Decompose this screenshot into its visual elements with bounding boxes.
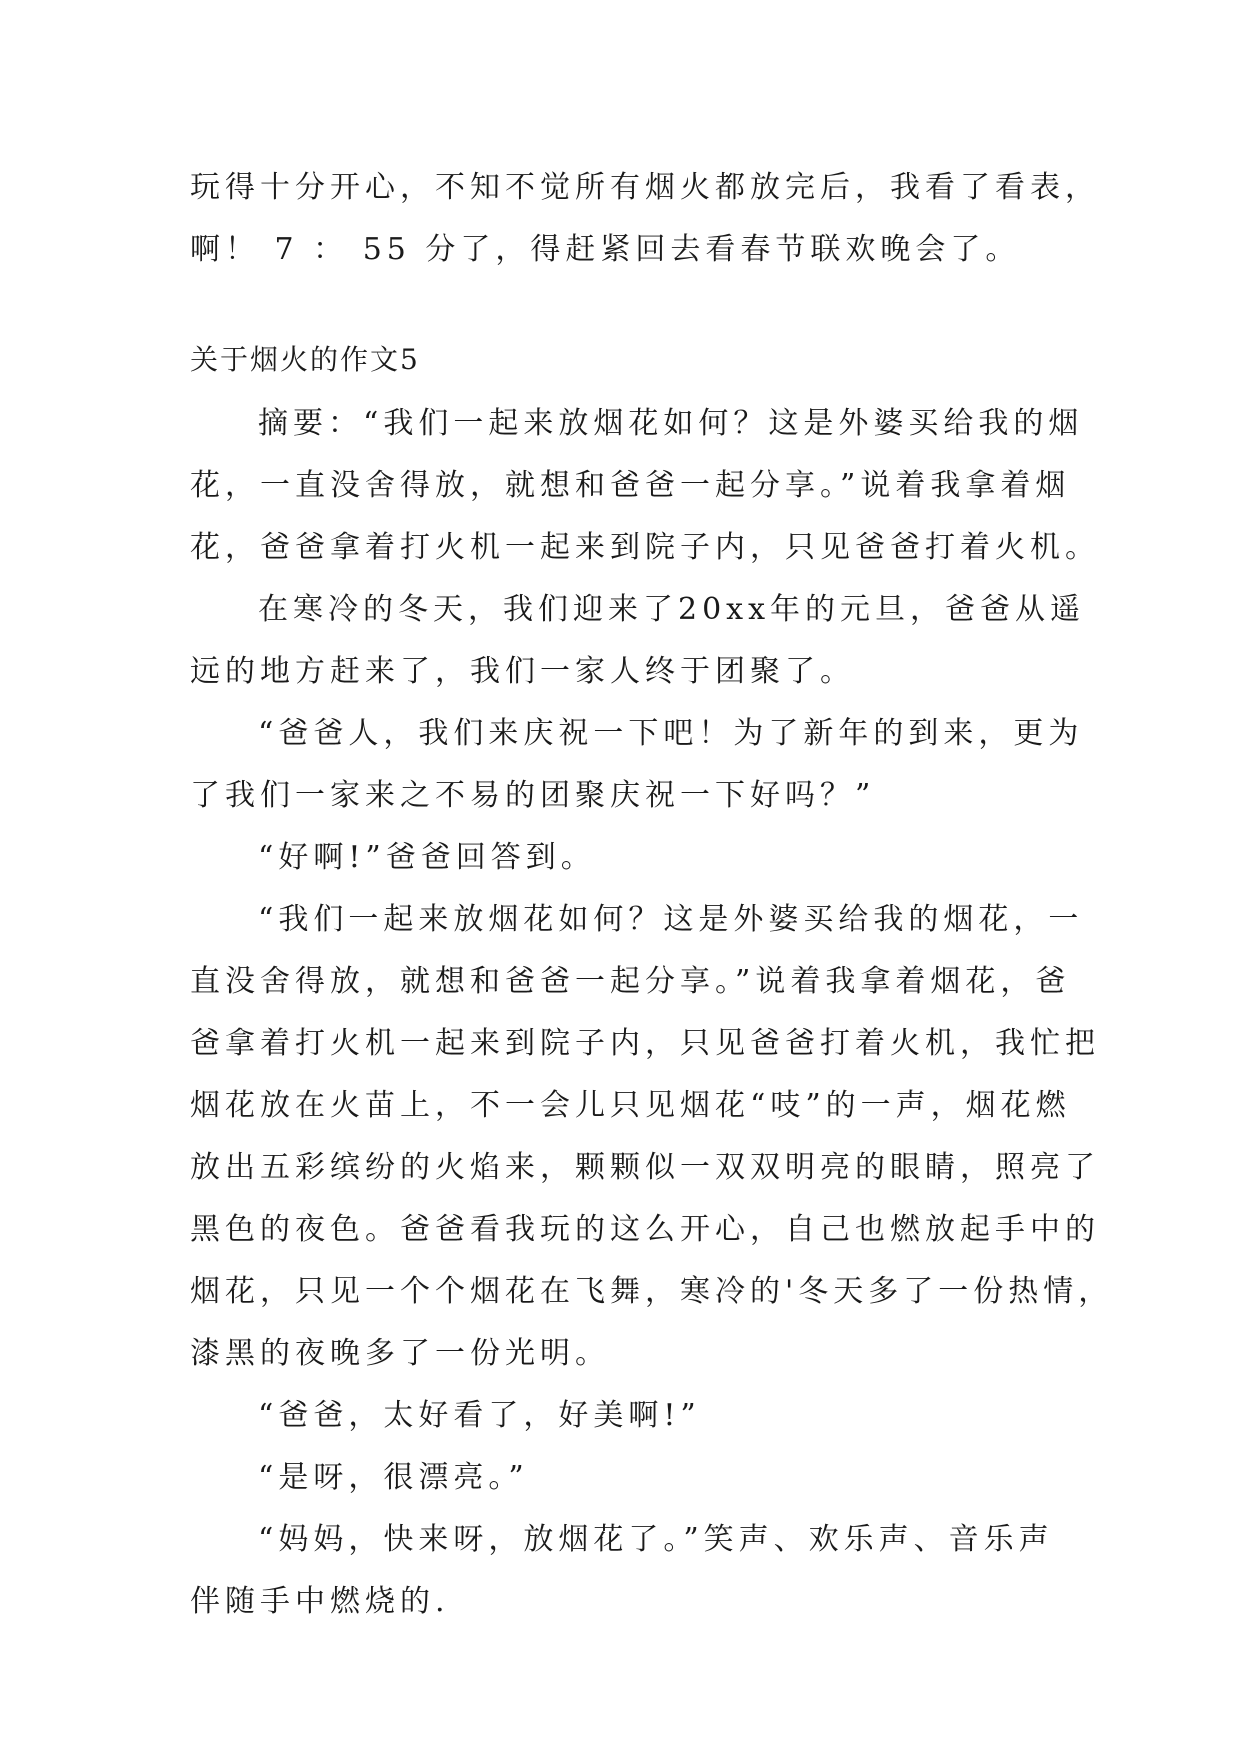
- paragraph-line: “爸爸人，我们来庆祝一下吧！为了新年的到来，更为: [258, 716, 1084, 751]
- continuation-line-2: 啊！ 7 ： 55 分了，得赶紧回去看春节联欢晚会了。: [190, 232, 1021, 267]
- paragraph-line: 摘要：“我们一起来放烟花如何？这是外婆买给我的烟: [258, 406, 1084, 441]
- paragraph-line: 漆黑的夜晚多了一份光明。: [190, 1336, 610, 1371]
- paragraph-line: 了我们一家来之不易的团聚庆祝一下好吗？”: [190, 778, 876, 813]
- paragraph-line: 放出五彩缤纷的火焰来，颗颗似一双双明亮的眼睛，照亮了: [190, 1150, 1100, 1185]
- paragraph-line: 爸拿着打火机一起来到院子内，只见爸爸打着火机，我忙把: [190, 1026, 1100, 1061]
- section-title: 关于烟火的作文5: [190, 343, 420, 376]
- paragraph-line: 直没舍得放，就想和爸爸一起分享。”说着我拿着烟花，爸: [190, 964, 1071, 999]
- paragraph-line: “好啊!”爸爸回答到。: [258, 840, 596, 875]
- paragraph-line: “妈妈，快来呀，放烟花了。”笑声、欢乐声、音乐声: [258, 1522, 1054, 1557]
- paragraph-line: 伴随手中燃烧的.: [190, 1584, 450, 1619]
- paragraph-line: “是呀，很漂亮。”: [258, 1460, 529, 1495]
- paragraph-line: 烟花，只见一个个烟花在飞舞，寒冷的'冬天多了一份热情，: [190, 1274, 1114, 1309]
- paragraph-line: 花，一直没舍得放，就想和爸爸一起分享。”说着我拿着烟: [190, 468, 1071, 503]
- continuation-line-1: 玩得十分开心，不知不觉所有烟火都放完后，我看了看表，: [190, 170, 1100, 205]
- paragraph-line: 黑色的夜色。爸爸看我玩的这么开心，自己也燃放起手中的: [190, 1212, 1100, 1247]
- paragraph-line: 烟花放在火苗上，不一会儿只见烟花“吱”的一声，烟花燃: [190, 1088, 1071, 1123]
- paragraph-line: 花，爸爸拿着打火机一起来到院子内，只见爸爸打着火机。: [190, 530, 1100, 565]
- paragraph-line: “我们一起来放烟花如何？这是外婆买给我的烟花，一: [258, 902, 1084, 937]
- paragraph-line: 在寒冷的冬天，我们迎来了20xx年的元旦，爸爸从遥: [258, 592, 1086, 627]
- paragraph-line: 远的地方赶来了，我们一家人终于团聚了。: [190, 654, 855, 689]
- paragraph-line: “爸爸，太好看了，好美啊!”: [258, 1398, 701, 1433]
